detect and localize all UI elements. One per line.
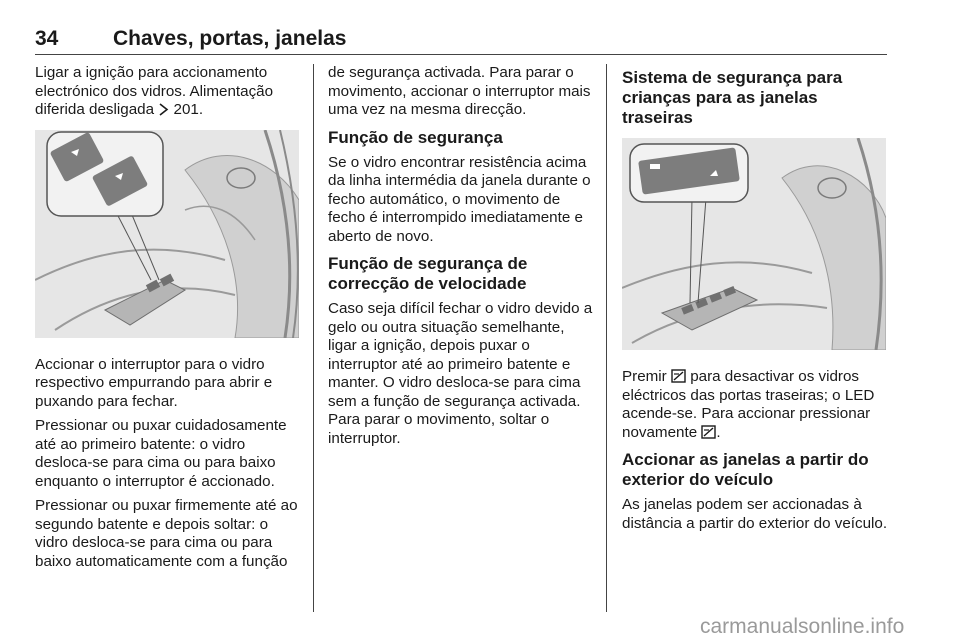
child-lock-icon [671, 369, 686, 383]
header-rule [35, 54, 887, 55]
chapter-title: Chaves, portas, janelas [113, 27, 347, 50]
watermark: carmanualsonline.info [700, 615, 905, 638]
paragraph-safety-override: Caso seja difícil fechar o vidro devido a gelo ou outra situação semelhante, ligar a ignição, depois puxar o interruptor até ao primeiro batente e manter. O vidro desloca-se para cima sem a função de segurança activada. Para parar o movimento, soltar o interruptor. [328, 300, 593, 447]
paragraph-remote-operation: As janelas podem ser accionadas à distância a partir do exterior do veículo. [622, 496, 888, 532]
column-divider-2 [606, 64, 607, 612]
column-3 [622, 64, 888, 539]
paragraph-safety-function: Se o vidro encontrar resistência acima da linha intermédia da janela durante o fecho automático, o movimento de fecho é interrompido imediatamente e aberto de novo. [328, 153, 591, 245]
heading-safety-override: Função de segurança de correcção de velocidade [328, 254, 528, 293]
paragraph-ignition: Ligar a ignição para accionamento electrónico dos vidros. Alimentação diferida desligada 201. [35, 64, 274, 118]
column-1 [35, 64, 303, 577]
child-lock-icon [701, 425, 716, 439]
rear-window-lock-illustration [622, 138, 886, 350]
page-reference: 201. [173, 101, 204, 118]
paragraph-second-stop: Pressionar ou puxar firmemente até ao segundo batente e depois soltar: o vidro desloca-se para cima ou para baixo automaticamente com a função [35, 497, 298, 570]
heading-remote-operation: Accionar as janelas a partir do exterior do veículo [622, 450, 869, 489]
heading-child-safety: Sistema de segurança para crianças para as janelas traseiras [622, 68, 843, 127]
page-header [35, 27, 887, 53]
paragraph-first-stop: Pressionar ou puxar cuidadosamente até ao primeiro batente: o vidro desloca-se para cima ou para baixo enquanto o interruptor é accionado. [35, 417, 287, 490]
paragraph-child-lock: Premir para desactivar os vidros eléctricos das portas traseiras; o LED acende-se. Para accionar pressionar novamente . [622, 368, 875, 441]
column-divider-1 [313, 64, 314, 612]
arrow-ref-icon [158, 103, 169, 116]
front-window-switch-illustration [35, 130, 299, 338]
page-number: 34 [35, 27, 59, 50]
paragraph-stop-movement: de segurança activada. Para parar o movimento, accionar o interruptor mais uma vez na mesma direcção. [328, 64, 591, 118]
paragraph-operate-switch: Accionar o interruptor para o vidro respectivo empurrando para abrir e puxando para fechar. [35, 355, 273, 410]
heading-safety-function: Função de segurança [328, 127, 503, 147]
column-2 [328, 64, 594, 454]
